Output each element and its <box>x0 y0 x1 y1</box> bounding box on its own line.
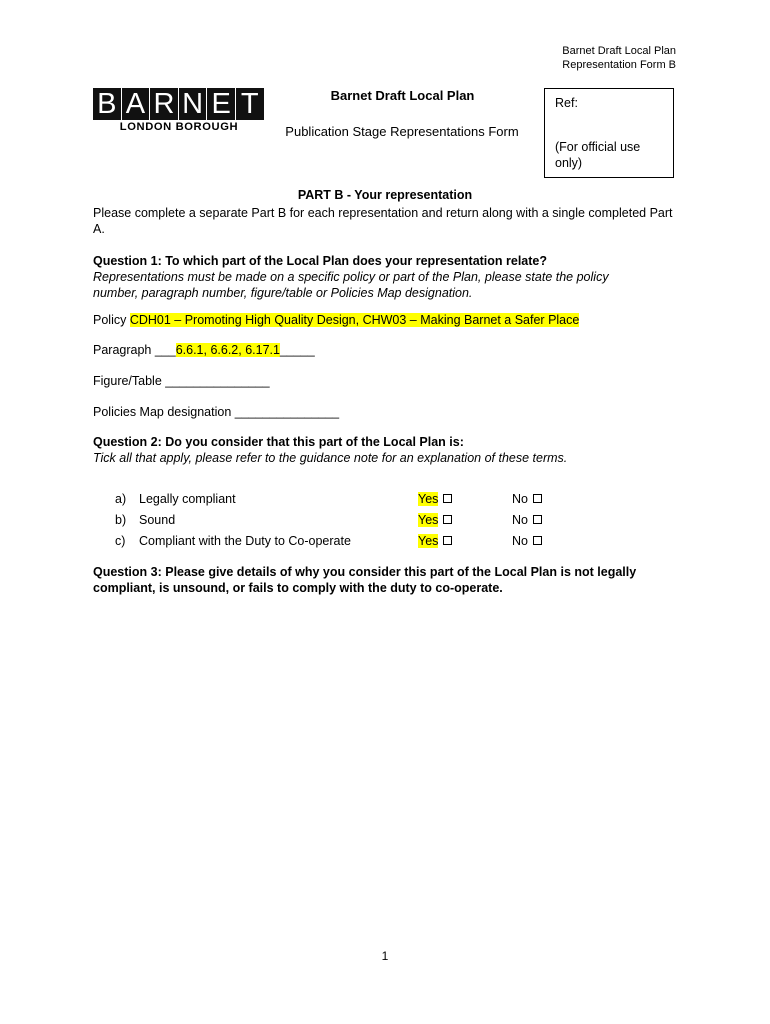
form-subtitle: Publication Stage Representations Form <box>285 124 519 139</box>
no-label: No <box>512 534 528 548</box>
option-letter: a) <box>115 492 127 506</box>
yes-label: Yes <box>418 534 439 548</box>
policy-value[interactable]: CDH01 – Promoting High Quality Design, CHW03 – Making Barnet a Safer Place <box>129 313 580 327</box>
checkbox-icon[interactable] <box>533 515 542 524</box>
question-3-heading: Question 3: Please give details of why you consider this part of the Local Plan is not legally compliant, is unsound, or fails to comply with the duty to co-operate. <box>93 565 637 595</box>
logo-letter: E <box>207 88 235 120</box>
part-b-instruction: Please complete a separate Part B for each representation and return along with a single completed Part A. <box>93 206 673 236</box>
figure-table-field[interactable]: Figure/Table _______________ <box>93 374 270 388</box>
logo-letter: R <box>150 88 178 120</box>
question-2-heading: Question 2: Do you consider that this part of the Local Plan is: <box>93 435 464 449</box>
header-line-1: Barnet Draft Local Plan <box>562 45 676 57</box>
document-header <box>562 44 676 72</box>
logo-subtitle: LONDON BOROUGH <box>119 121 239 133</box>
logo-letter: A <box>122 88 150 120</box>
checkbox-icon[interactable] <box>443 494 452 503</box>
part-b-title: PART B - Your representation <box>297 188 473 202</box>
option-label: Legally compliant <box>139 492 236 506</box>
checkbox-icon[interactable] <box>533 536 542 545</box>
ref-box <box>544 88 674 178</box>
policy-label: Policy <box>93 313 130 327</box>
barnet-logo <box>93 88 265 133</box>
policies-map-field[interactable]: Policies Map designation _______________ <box>93 405 340 419</box>
ref-label: Ref: <box>555 96 578 110</box>
paragraph-trail: _____ <box>279 343 315 357</box>
option-letter: c) <box>115 534 126 548</box>
yes-option[interactable] <box>418 492 452 506</box>
option-row-sound <box>93 513 593 529</box>
option-label: Compliant with the Duty to Co-operate <box>139 534 351 548</box>
no-label: No <box>512 513 528 527</box>
yes-option[interactable] <box>418 534 452 548</box>
logo-letter: B <box>93 88 121 120</box>
logo-letters <box>93 88 265 120</box>
checkbox-icon[interactable] <box>443 536 452 545</box>
checkbox-icon[interactable] <box>533 494 542 503</box>
paragraph-value[interactable]: 6.6.1, 6.6.2, 6.17.1 <box>175 343 280 357</box>
no-option[interactable] <box>512 534 542 548</box>
paragraph-label: Paragraph ___ <box>93 343 176 357</box>
no-option[interactable] <box>512 492 542 506</box>
no-option[interactable] <box>512 513 542 527</box>
official-use-line-1: (For official use <box>555 140 641 154</box>
header-line-2: Representation Form B <box>562 59 676 71</box>
question-1-guidance: Representations must be made on a specific policy or part of the Plan, please state the policy number, paragraph number, figure/table or Policies Map designation. <box>93 270 609 300</box>
question-1-heading: Question 1: To which part of the Local Plan does your representation relate? <box>93 254 548 268</box>
yes-option[interactable] <box>418 513 452 527</box>
yes-label: Yes <box>418 513 439 527</box>
yes-label: Yes <box>418 492 439 506</box>
form-title: Barnet Draft Local Plan <box>330 88 475 103</box>
paragraph-line <box>93 342 683 358</box>
option-row-legally-compliant <box>93 492 593 508</box>
page-number: 1 <box>381 949 389 963</box>
option-label: Sound <box>139 513 176 527</box>
logo-letter: N <box>179 88 207 120</box>
policy-line <box>93 312 683 328</box>
no-label: No <box>512 492 528 506</box>
option-letter: b) <box>115 513 127 527</box>
checkbox-icon[interactable] <box>443 515 452 524</box>
option-row-duty-to-cooperate <box>93 534 593 550</box>
logo-letter: T <box>236 88 264 120</box>
question-2-guidance: Tick all that apply, please refer to the guidance note for an explanation of these terms. <box>93 451 568 465</box>
official-use-line-2: only) <box>555 156 583 170</box>
